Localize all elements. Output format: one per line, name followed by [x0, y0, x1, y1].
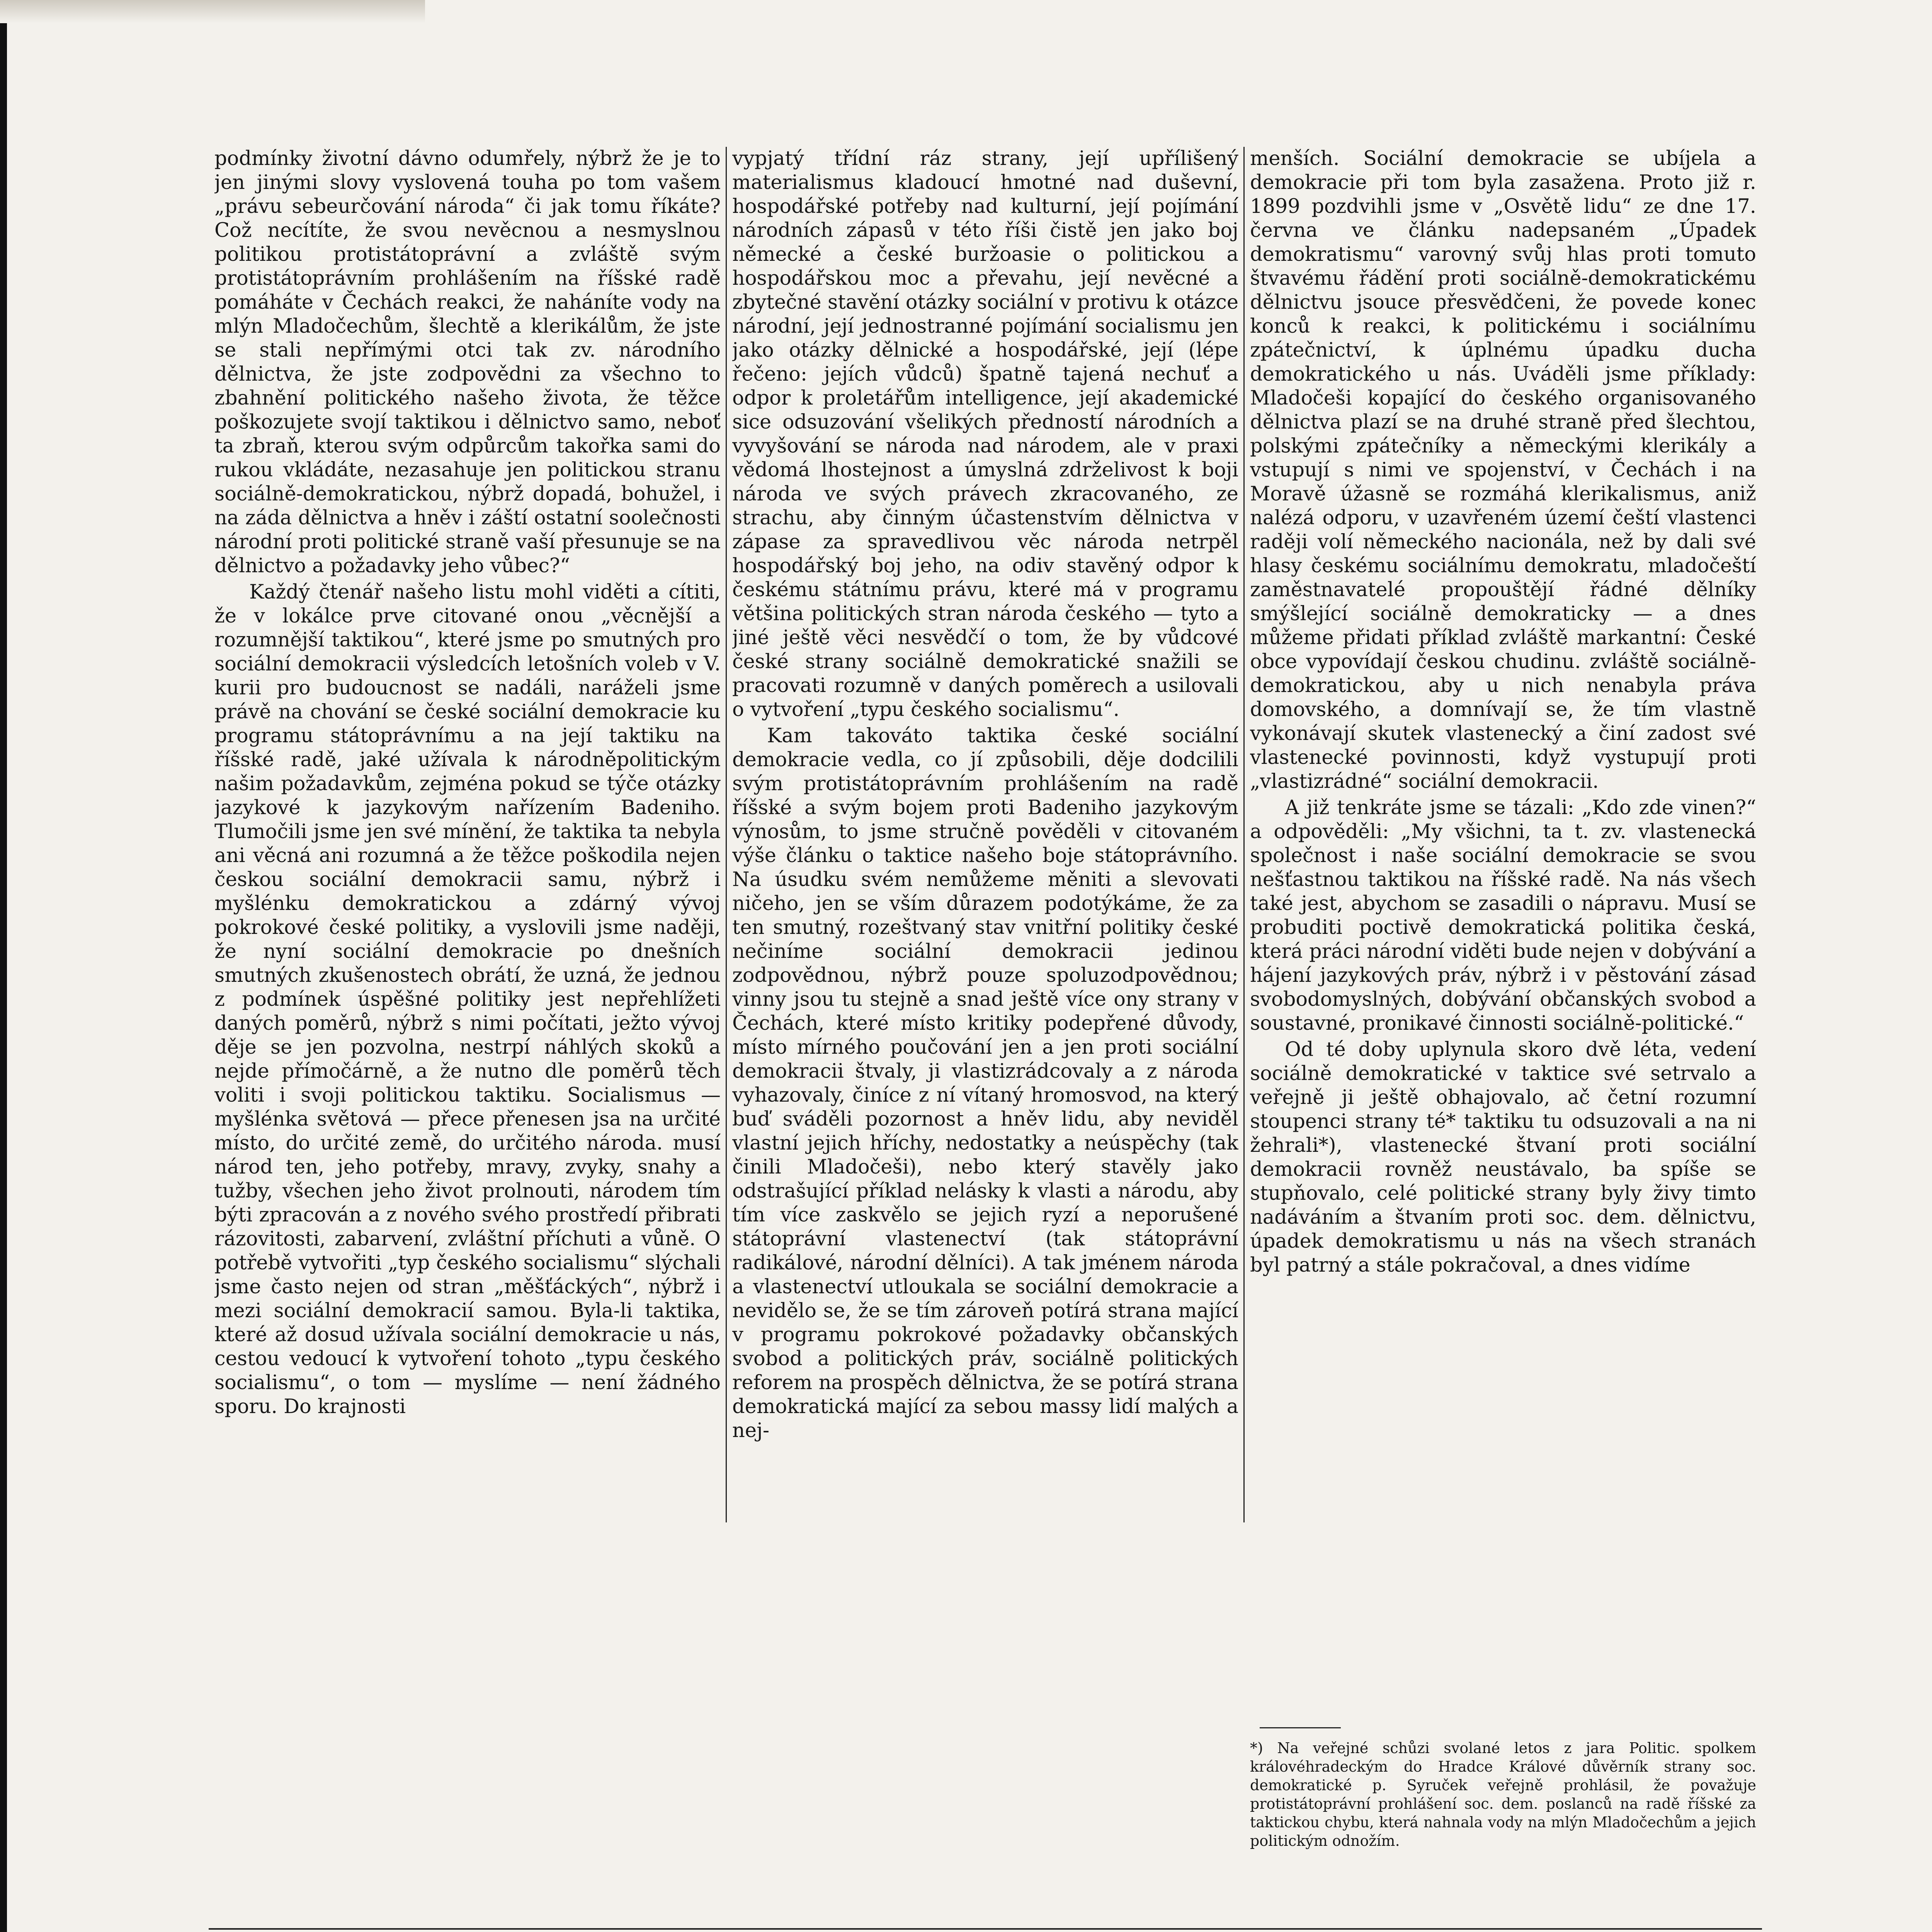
article-paragraph: A již tenkráte jsme se tázali: „Kdo zde vinen?“ a odpověděli: „My všichni, ta t. zv. vlastenecká společnost i naše sociální demokracie se svou nešťastnou taktikou na říšské radě. Na nás všech také jest, abychom se zasadili o nápravu. Musí se probuditi poctivě demokratická politika česká, která práci národní viděti bude nejen v dobývání a hájení jazykových práv, nýbrž i v pěstování zásad svobodomyslných, dobývání občanských svobod a soustavné, pronikavé činnosti sociálně-politické.“ [1250, 796, 1756, 1035]
article-column-3 [1250, 147, 1756, 1716]
footnote-rule [1260, 1727, 1341, 1728]
footnote: *) Na veřejné schůzi svolané letos z jara Politic. spolkem královéhradeckým do Hradce Králové důvěrník strany soc. demokratické p. Syruček veřejně prohlásil, že považuje protistátoprávní prohlášení soc. dem. poslanců na radě říšské za taktickou chybu, která nahnala vody na mlýn Mladočechům a jejich politickým odnožím. [1250, 1740, 1756, 1849]
article-paragraph: podmínky životní dávno odumřely, nýbrž že je to jen jinými slovy vyslovená touha po tom vašem „právu sebeurčování národa“ či jak tomu říkáte? Což necítíte, že svou nevěcnou a nesmyslnou politikou protistátoprávní a zvláště svým protistátoprávním prohlášením na říšské radě pomáháte v Čechách reakci, že naháníte vody na mlýn Mladočechům, šlechtě a klerikálům, že jste se stali nepřímými otci tak zv. národního dělnictva, že jste zodpovědni za všechno to zbahnění politického našeho života, že těžce poškozujete svojí taktikou i dělnictvo samo, neboť ta zbraň, kterou svým odpůrcům takořka sami do rukou vkládáte, nezasahuje jen politickou stranu sociálně-demokratickou, nýbrž dopadá, bohužel, i na záda dělnictva a hněv i záští ostatní soolečnosti národní proti politické straně vaší přesunuje se na dělnictvo a požadavky jeho vůbec?“ [214, 147, 721, 577]
column-divider [726, 147, 727, 1522]
article-paragraph: vypjatý třídní ráz strany, její upřílišený materialismus kladoucí hmotné nad duševní, hospodářské potřeby nad kulturní, její pojímání národních zápasů v této říši čistě jen jako boj německé a české buržoasie o politickou a hospodářskou moc a převahu, její nevěcné a zbytečné stavění otázky sociální v protivu k otázce národní, její jednostranné pojímání socialismu jen jako otázky dělnické a hospodářské, její (lépe řečeno: jejích vůdců) špatně tajená nechuť a odpor k proletářům intelligence, její akademické sice odsuzování všelikých předností národních a vyvyšování se národa nad národem, ale v praxi vědomá lhostejnost a úmyslná zdrželivost k boji národa ve svých právech zkracovaného, ze strachu, aby činným účastenstvím dělnictva v zápase za spravedlivou věc národa netrpěl hospodářský boj jeho, na odiv stavěný odpor k českému státnímu právu, které má v programu většina politických stran národa českého — tyto a jiné ještě věci nesvědčí o tom, že by vůdcové české strany sociálně demokratické snažili se pracovati rozumně v daných poměrech a usilovali o vytvoření „typu českého socialismu“. [732, 147, 1238, 721]
article-paragraph: Každý čtenář našeho listu mohl viděti a cítiti, že v lokálce prve citované onou „věcnější a rozumnější taktikou“, které jsme po smutných pro sociální demokracii výsledcích letošních voleb v V. kurii pro budoucnost se nadáli, naráželi jsme právě na chování se české sociální demokracie ku programu státoprávnímu a na její taktiku na říšské radě, jaké užívala k národněpolitickým našim požadavkům, zejména pokud se týče otázky jazykové k jazykovým nařízením Badeniho. Tlumočili jsme jen své mínění, že taktika ta nebyla ani věcná ani rozumná a že těžce poškodila nejen českou sociální demokracii samu, nýbrž i myšlénku demokratickou a zdárný vývoj pokrokové české politiky, a vyslovili jsme naději, že nyní sociální demokracie po dnešních smutných zkušenostech obrátí, že uzná, že jednou z podmínek úspěšné politiky jest nepřehlížeti daných poměrů, nýbrž s nimi počítati, ježto vývoj děje se jen pozvolna, nestrpí náhlých skoků a nejde přímočárně, a že nutno dle poměrů těch voliti i svoji politickou taktiku. Socialismus — myšlénka světová — přece přenesen jsa na určité místo, do určité země, do určitého národa. musí národ ten, jeho potřeby, mravy, zvyky, snahy a tužby, všechen jeho život prolnouti, národem tím býti zpracován a z nového svého prostředí přibrati rázovitosti, zabarvení, zvláštní příchuti a vůně. O potřebě vytvořiti „typ českého socialismu“ slýchali jsme často nejen od stran „měšťáckých“, nýbrž i mezi sociální demokracií samou. Byla-li taktika, které až dosud užívala sociální demokracie u nás, cestou vedoucí k vytvoření tohoto „typu českého socialismu“, o tom — myslíme — není žádného sporu. Do krajnosti [214, 581, 721, 1418]
article-paragraph: Od té doby uplynula skoro dvě léta, vedení sociálně demokratické v taktice své setrvalo a veřejně ji ještě obhajovalo, ač četní rozumní stoupenci strany té* taktiku tu odsuzovali a na ni žehrali*), vlastenecké štvaní proti sociální demokracii rovněž neustávalo, ba spíše se stupňovalo, celé politické strany byly živy timto nadáváním a štvaním proti soc. dem. dělnictvu, úpadek demokratismu u nás na všech stranách byl patrný a stále pokračoval, a dnes vidíme [1250, 1038, 1756, 1277]
article-column-2 [732, 147, 1238, 1515]
article-column-1 [214, 147, 721, 1515]
article-paragraph: Kam takováto taktika české sociální demokracie vedla, co jí způsobili, děje dodcilili svým protistátoprávním prohlášením na radě říšské a svým bojem proti Badeniho jazykovým výnosům, to jsme stručně pověděli v citovaném výše článku o taktice našeho boje státoprávního. Na úsudku svém nemůžeme měniti a slevovati ničeho, jen se vším důrazem podotýkáme, že za ten smutný, rozeštvaný stav vnitřní politiky české nečiníme sociální demokracii jedinou zodpovědnou, nýbrž pouze spoluzodpovědnou; vinny jsou tu stejně a snad ještě více ony strany v Čechách, které místo kritiky podepřené důvody, místo mírného poučování jen a jen proti sociální demokracii štvaly, ji vlastizrádcovaly a z národa vyhazovaly, činíce z ní vítaný hromosvod, na který buď sváděli pozornost a hněv lidu, aby neviděl vlastní jejich hříchy, nedostatky a neúspěchy (tak činili Mladočeši), nebo který stavěly jako odstrašující příklad nelásky k vlasti a národu, aby tím více zaskvělo se jejich ryzí a neporušené státoprávní vlastenectví (tak státoprávní radikálové, národní dělníci). A tak jménem národa a vlastenectví utloukala se sociální demokracie a nevidělo se, že se tím zároveň potírá strana mající v programu pokrokové požadavky občanských svobod a politických práv, sociálně politických reforem na prospěch dělnictva, že se potírá strana demokratická mající za sebou massy lidí malých a nej- [732, 724, 1238, 1442]
column-divider [1243, 147, 1245, 1522]
scan-shadow [0, 0, 425, 23]
page-binding-edge [0, 0, 7, 1932]
article-paragraph: menších. Sociální demokracie se ubíjela a demokracie při tom byla zasažena. Proto již r. 1899 pozdvihli jsme v „Osvětě lidu“ ze dne 17. června ve článku nadepsaném „Úpadek demokratismu“ varovný svůj hlas proti tomuto štvavému řádění proti sociálně-demokratickému dělnictvu jsouce přesvědčeni, že povede konec konců k reakci, k politickému i sociálnímu zpátečnictví, k úplnému úpadku ducha demokratického u nás. Uváděli jsme příklady: Mladočeši kopající do českého organisovaného dělnictva plazí se na druhé straně před šlechtou, polskými zpátečníky a německými klerikály a vstupují s nimi ve spojenství, v Čechách i na Moravě úžasně se rozmáhá klerikalismus, aniž nalézá odporu, v uzavřeném území čeští vlastenci raději volí německého nacionála, než by dali své hlasy českému sociálnímu demokratu, mladočeští zaměstnavatelé propouštějí řádné dělníky smýšlející sociálně demokraticky — a dnes můžeme přidati příklad zvláště markantní: České obce vypovídají českou chudinu. zvláště sociálně-demokratickou, aby u nich nenabyla práva domovského, a domnívají se, že tím vlastně vykonávají skutek vlastenecký a činí zadost své vlastenecké povinnosti, když vystupují proti „vlastizrádné“ sociální demokracii. [1250, 147, 1756, 793]
feuilleton-separator [209, 1928, 1762, 1930]
